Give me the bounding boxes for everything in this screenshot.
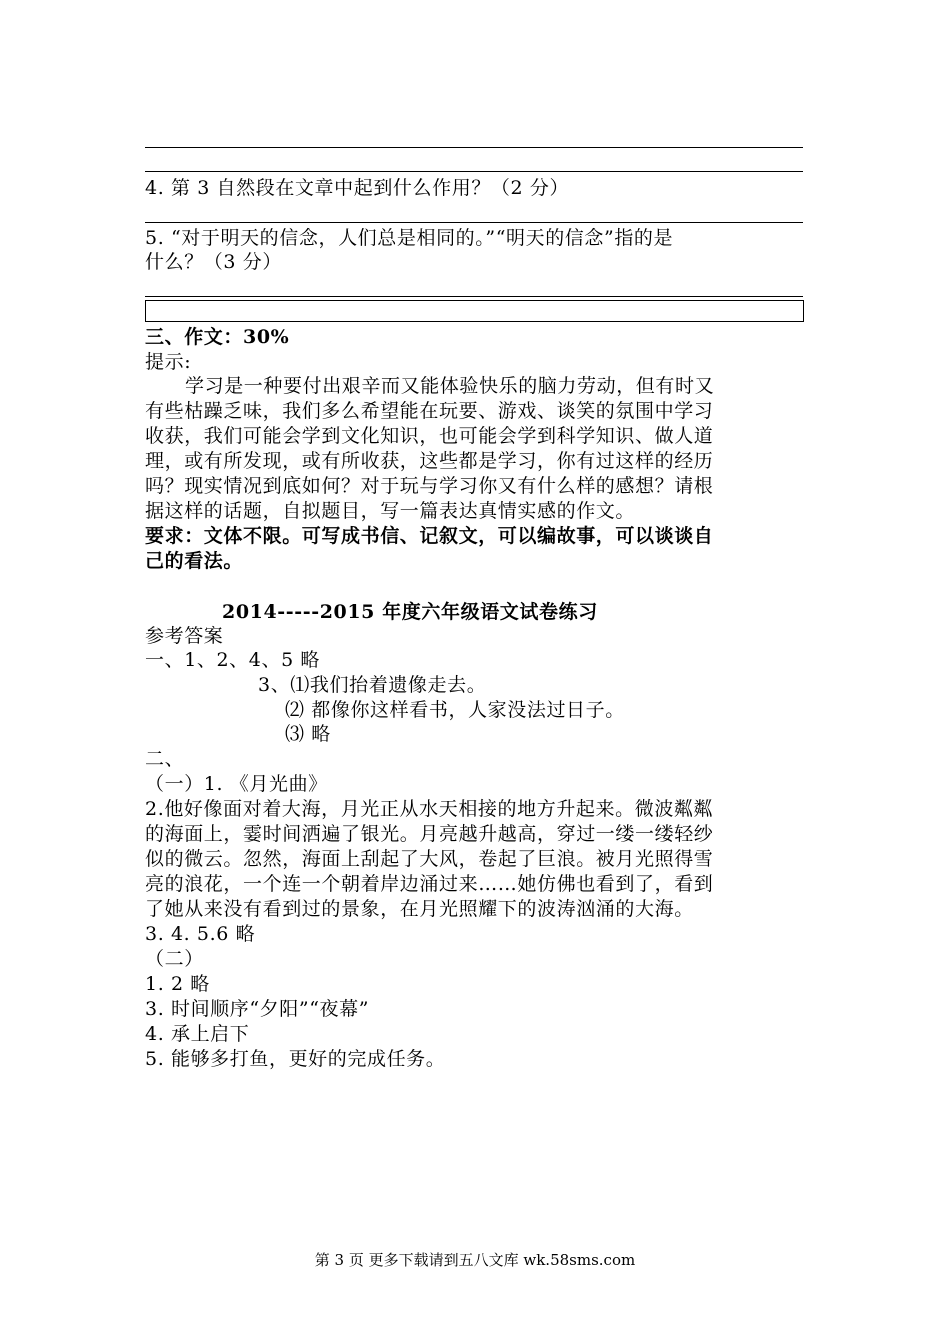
answer-sec2-q4: 4. 承上启下	[145, 1023, 250, 1045]
answer-sec2-q1: 1. 2 略	[145, 973, 210, 995]
answer-part1-q3: 3、⑴我们抬着遗像走去。	[258, 674, 487, 696]
answer-sec2-q3: 3. 时间顺序“夕阳”“夜幕”	[145, 998, 370, 1020]
page-footer: 第 3 页 更多下载请到五八文库 wk.58sms.com	[314, 1251, 636, 1269]
hint-label: 提示:	[145, 351, 192, 373]
hint-line: 据这样的话题，自拟题目，写一篇表达真情实感的作文。	[145, 500, 636, 522]
answer-sec1-q2-line: 的海面上，霎时间洒遍了银光。月亮越升越高，穿过一缕一缕轻纱	[145, 823, 714, 845]
answer-part1: 一、1、2、4、5 略	[145, 649, 320, 671]
composition-heading: 三、作文：30%	[145, 326, 290, 348]
hint-line: 吗？现实情况到底如何？对于玩与学习你又有什么样的感想？请根	[145, 475, 714, 497]
answers-label: 参考答案	[145, 625, 224, 647]
answer-sec1-q2-line: 2.他好像面对着大海，月光正从水天相接的地方升起来。微波粼粼	[145, 798, 714, 820]
answer-line	[145, 296, 803, 297]
answer-sec2-q5: 5. 能够多打鱼，更好的完成任务。	[145, 1048, 446, 1070]
answer-sec1-q2-line: 了她从来没有看到过的景象，在月光照耀下的波涛汹涌的大海。	[145, 898, 694, 920]
hint-line: 有些枯躁乏味，我们多么希望能在玩要、游戏、谈笑的氛围中学习	[145, 400, 714, 422]
answer-sec2: （二）	[145, 948, 204, 970]
hint-line: 学习是一种要付出艰辛而又能体验快乐的脑力劳动，但有时又	[185, 375, 715, 397]
answer-sec1-q2-line: 亮的浪花，一个连一个朝着岸边涌过来……她仿佛也看到了，看到	[145, 873, 714, 895]
answer-line	[145, 171, 803, 172]
requirement-line: 己的看法。	[145, 550, 244, 572]
answer-line	[145, 147, 803, 148]
hint-line: 理，或有所发现，或有所收获，这些都是学习，你有过这样的经历	[145, 450, 714, 472]
answer-sec1: （一）1. 《月光曲》	[145, 773, 328, 795]
question-5-line1: 5. “对于明天的信念，人们总是相同的。”“明天的信念”指的是	[145, 227, 674, 249]
answer-part2: 二、	[145, 748, 185, 770]
question-4: 4. 第 3 自然段在文章中起到什么作用？（2 分）	[145, 177, 570, 199]
answer-part1-q3-3: ⑶ 略	[285, 723, 331, 745]
answer-sec1-q2-line: 似的微云。忽然，海面上刮起了大风，卷起了巨浪。被月光照得雪	[145, 848, 714, 870]
question-5-line2: 什么？（3 分）	[145, 251, 282, 273]
answers-title: 2014-----2015 年度六年级语文试卷练习	[222, 601, 598, 623]
requirement-line: 要求：文体不限。可写成书信、记叙文，可以编故事，可以谈谈自	[145, 525, 714, 547]
answer-line	[145, 222, 803, 223]
answer-box	[145, 300, 804, 322]
hint-line: 收获，我们可能会学到文化知识，也可能会学到科学知识、做人道	[145, 425, 714, 447]
answer-sec1-q3: 3. 4. 5.6 略	[145, 923, 256, 945]
answer-part1-q3-2: ⑵ 都像你这样看书，人家没法过日子。	[285, 699, 625, 721]
